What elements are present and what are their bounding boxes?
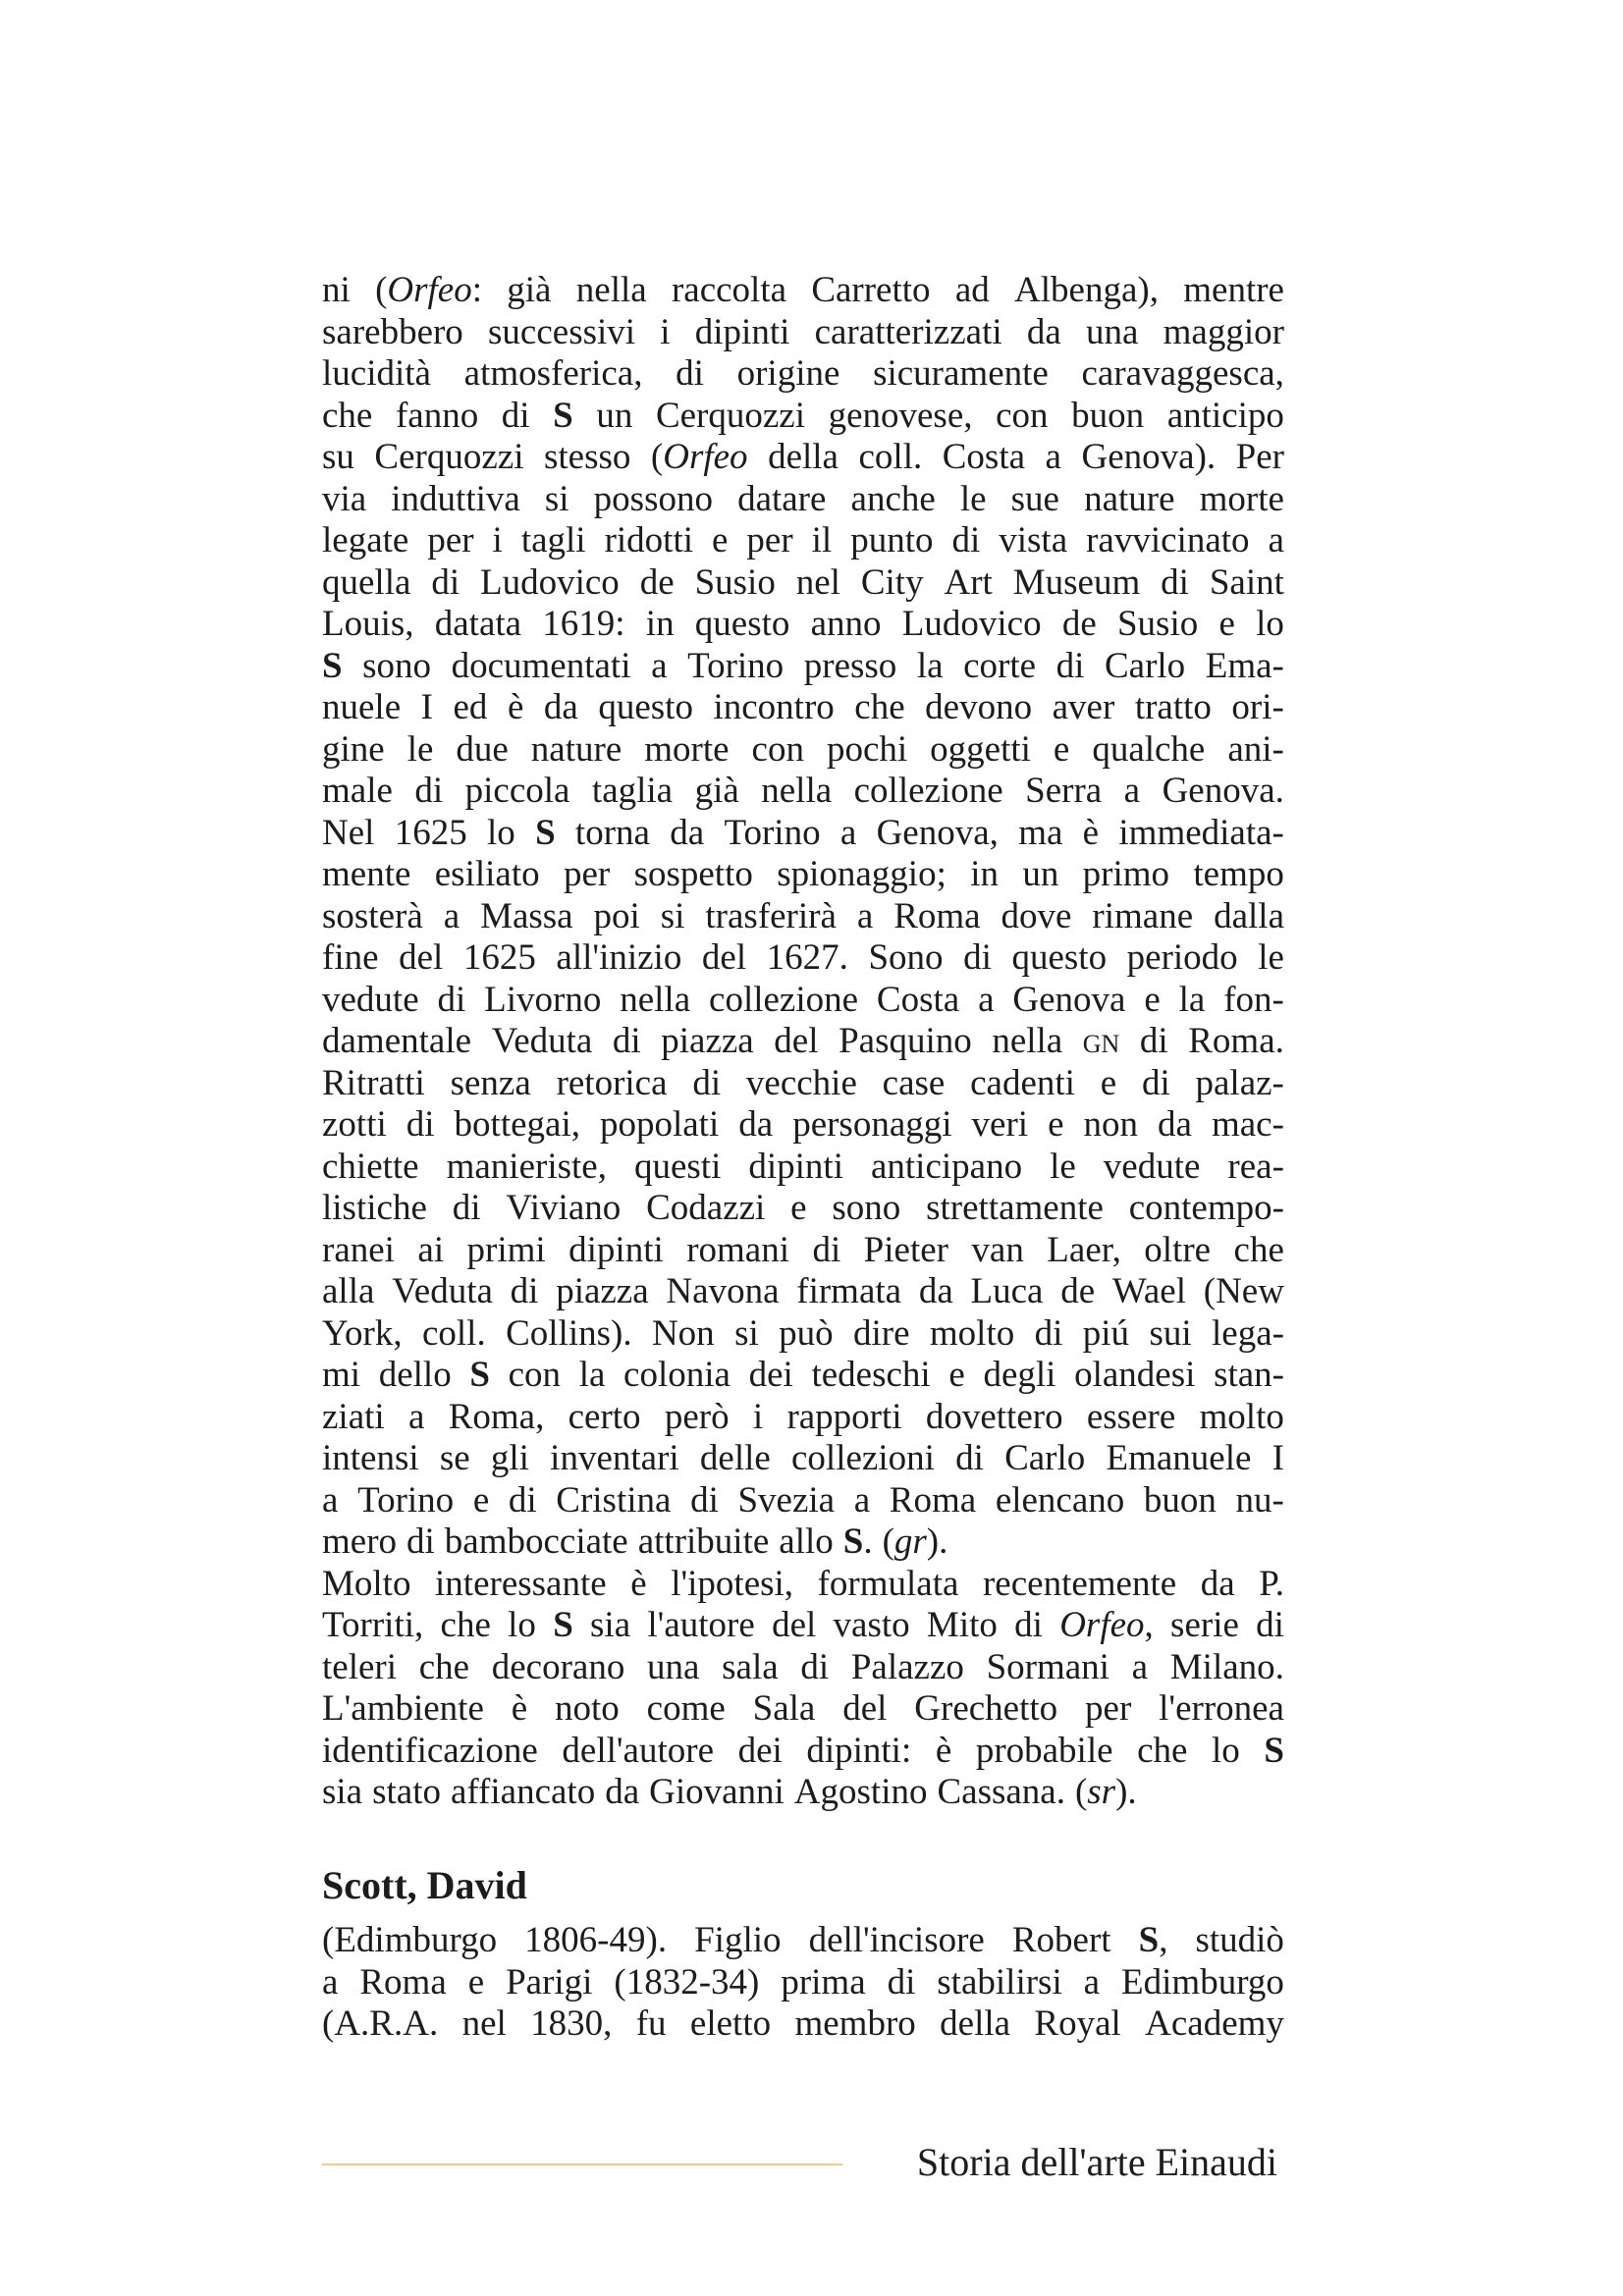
- footer-title: Storia dell'arte Einaudi: [916, 2140, 1277, 2184]
- text-line: Ritratti senza retorica di vecchie case cadenti e di palaz-: [322, 1062, 1284, 1103]
- text-line: teleri che decorano una sala di Palazzo Sormani a Milano.: [322, 1646, 1284, 1687]
- text-line: sosterà a Massa poi si trasferirà a Roma dove rimane dalla: [322, 895, 1284, 936]
- text-line: su Cerquozzi stesso (Orfeo della coll. Costa a Genova). Per: [322, 437, 1284, 477]
- text-line: via induttiva si possono datare anche le sue nature morte: [322, 478, 1284, 519]
- paragraph-2: [322, 1564, 1284, 1814]
- entry-heading: Scott, David: [322, 1863, 527, 1907]
- text-line: chiette manieriste, questi dipinti anticipano le vedute rea-: [322, 1146, 1284, 1187]
- text-line: mero di bambocciate attribuite allo S. (gr).: [322, 1522, 948, 1562]
- text-line: ranei ai primi dipinti romani di Pieter van Laer, oltre che: [322, 1229, 1284, 1270]
- text-line: quella di Ludovico de Susio nel City Art Museum di Saint: [322, 561, 1284, 603]
- text-line: Louis, datata 1619: in questo anno Ludovico de Susio e lo: [322, 604, 1284, 644]
- text-line: identificazione dell'autore dei dipinti: è probabile che lo S: [322, 1730, 1284, 1771]
- text-line: (Edimburgo 1806-49). Figlio dell'incisore Robert S, studiò: [322, 1920, 1284, 1960]
- text-line: damentale Veduta di piazza del Pasquino nella gn di Roma.: [322, 1021, 1284, 1061]
- text-line: lucidità atmosferica, di origine sicuramente caravaggesca,: [322, 353, 1284, 394]
- text-line: a Torino e di Cristina di Svezia a Roma elencano buon nu-: [322, 1479, 1284, 1521]
- footer-rule: [322, 2163, 842, 2165]
- text-line: Molto interessante è l'ipotesi, formulata recentemente da P.: [322, 1563, 1284, 1604]
- text-line: alla Veduta di piazza Navona firmata da Luca de Wael (New: [322, 1271, 1284, 1311]
- text-line: intensi se gli inventari delle collezioni di Carlo Emanuele I: [322, 1438, 1284, 1478]
- text-line: male di piccola taglia già nella collezione Serra a Genova.: [322, 771, 1284, 811]
- text-line: mi dello S con la colonia dei tedeschi e degli olandesi stan-: [322, 1355, 1284, 1395]
- text-line: a Roma e Parigi (1832-34) prima di stabilirsi a Edimburgo: [322, 1961, 1284, 2002]
- text-line: fine del 1625 all'inizio del 1627. Sono di questo periodo le: [322, 937, 1284, 978]
- text-line: che fanno di S un Cerquozzi genovese, con buon anticipo: [322, 395, 1284, 436]
- text-line: zotti di bottegai, popolati da personaggi veri e non da mac-: [322, 1104, 1284, 1145]
- text-line: York, coll. Collins). Non si può dire molto di piú sui lega-: [322, 1312, 1284, 1354]
- text-line: Torriti, che lo S sia l'autore del vasto Mito di Orfeo, serie di: [322, 1605, 1284, 1645]
- text-line: L'ambiente è noto come Sala del Grechetto per l'erronea: [322, 1688, 1284, 1729]
- text-line: S sono documentati a Torino presso la corte di Carlo Ema-: [322, 645, 1284, 686]
- text-line: sarebbero successivi i dipinti caratterizzati da una maggior: [322, 311, 1284, 352]
- article-text: [322, 270, 1284, 1814]
- text-line: mente esiliato per sospetto spionaggio; in un primo tempo: [322, 854, 1284, 894]
- text-line: legate per i tagli ridotti e per il punto di vista ravvicinato a: [322, 520, 1284, 561]
- text-line: ni (Orfeo: già nella raccolta Carretto ad Albenga), mentre: [322, 270, 1284, 310]
- text-line: gine le due nature morte con pochi oggetti e qualche ani-: [322, 728, 1284, 770]
- entry-text: [322, 1920, 1284, 2046]
- text-line: listiche di Viviano Codazzi e sono strettamente contempo-: [322, 1188, 1284, 1228]
- paragraph-1: [322, 270, 1284, 1564]
- text-line: Nel 1625 lo S torna da Torino a Genova, ma è immediata-: [322, 812, 1284, 853]
- text-line: nuele I ed è da questo incontro che devono aver tratto ori-: [322, 687, 1284, 727]
- text-line: vedute di Livorno nella collezione Costa a Genova e la fon-: [322, 979, 1284, 1020]
- text-line: (A.R.A. nel 1830, fu eletto membro della Royal Academy: [322, 2003, 1284, 2044]
- text-line: ziati a Roma, certo però i rapporti dovettero essere molto: [322, 1396, 1284, 1437]
- text-line: sia stato affiancato da Giovanni Agostino Cassana. (sr).: [322, 1772, 1137, 1812]
